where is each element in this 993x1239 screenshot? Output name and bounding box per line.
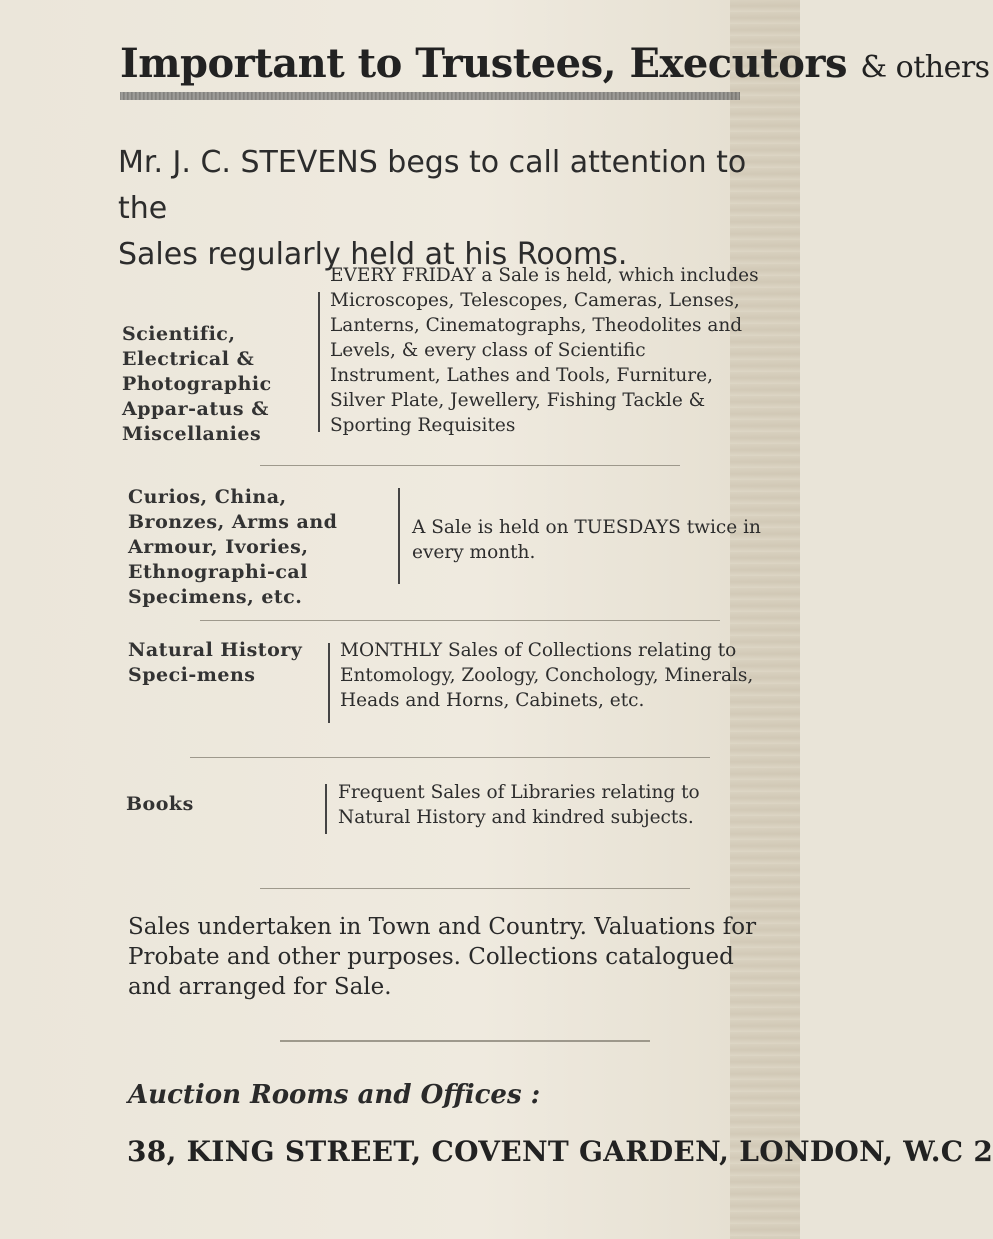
section-text-scientific: EVERY FRIDAY a Sale is held, which includes Microscopes, Telescopes, Cameras, Lenses, Lanterns, Cinematographs, Theodolites and Levels, & every class of Scientific Instrument, Lathes and Tools, Furniture, Silver Plate, Jewellery, Fishing Tackle & Sporting Requisites [330, 265, 759, 436]
separator-2 [200, 620, 720, 621]
section-label-books: Books [126, 793, 194, 815]
intro-line-2: Sales regularly held at his Rooms. [118, 237, 628, 272]
brace-curios [398, 488, 400, 584]
separator-3 [190, 757, 710, 758]
section-label-scientific: Scientific, Electrical & Photographic Appar-atus & Miscellanies [122, 323, 272, 445]
section-text-books: Frequent Sales of Libraries relating to Natural History and kindred subjects. [338, 782, 700, 828]
auction-heading: Auction Rooms and Offices : [128, 1080, 541, 1110]
valuation-paragraph: Sales undertaken in Town and Country. Valuations for Probate and other purposes. Collections catalogued and arranged for Sale. [128, 914, 757, 1000]
address: 38, KING STREET, COVENT GARDEN, LONDON, W.C 2 [127, 1135, 993, 1168]
title-tail: & others [860, 50, 990, 85]
brace-scientific [318, 292, 320, 432]
separator-5 [280, 1040, 650, 1042]
brace-natural-history [328, 643, 330, 723]
intro-paragraph [118, 140, 768, 278]
separator-1 [260, 465, 680, 466]
section-label-curios: Curios, China, Bronzes, Arms and Armour, Ivories, Ethnographi-cal Specimens, etc. [128, 486, 338, 608]
separator-4 [260, 888, 690, 889]
intro-line-1: Mr. J. C. STEVENS begs to call attention to the [118, 145, 747, 226]
title-main: Important to Trustees, Executors [120, 40, 847, 87]
section-label-natural-history: Natural History Speci-mens [128, 639, 303, 686]
section-text-natural-history: MONTHLY Sales of Collections relating to Entomology, Zoology, Conchology, Minerals, Heads and Horns, Cabinets, etc. [340, 640, 754, 711]
page-title [120, 40, 990, 87]
brace-books [325, 784, 327, 834]
title-rule [120, 92, 740, 100]
section-text-curios: A Sale is held on TUESDAYS twice in every month. [412, 517, 761, 563]
